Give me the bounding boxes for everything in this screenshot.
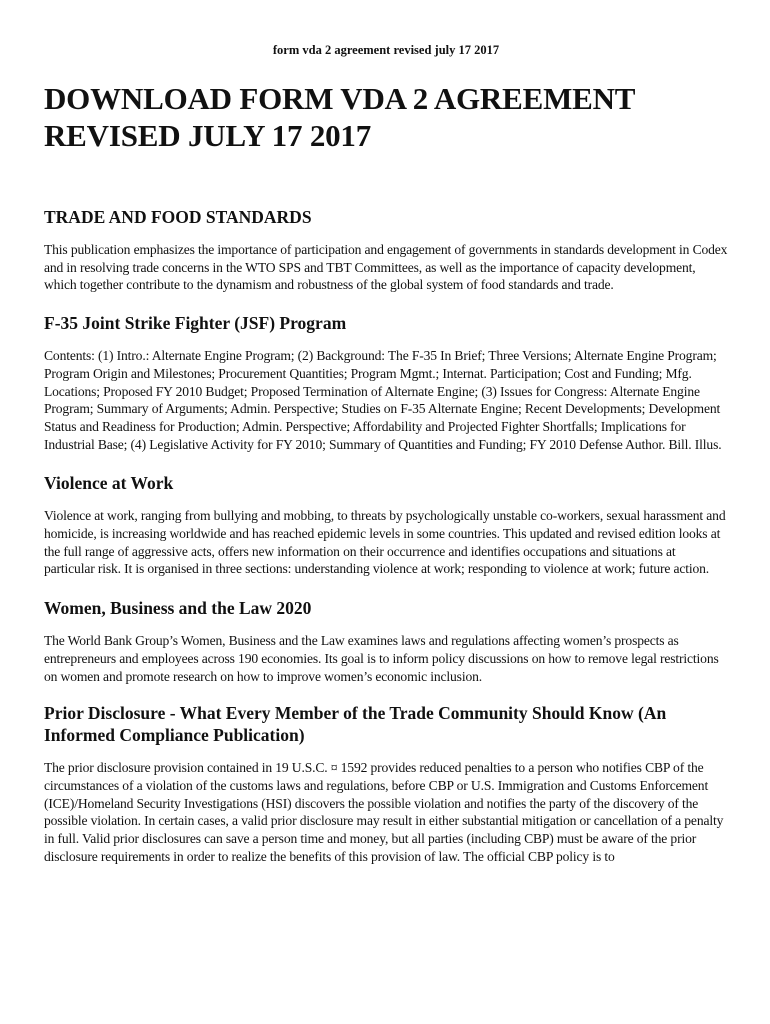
section-body: The prior disclosure provision contained in 19 U.S.C. ¤ 1592 provides reduced penalties to a person who notifies CBP of the circumstances of a violation of the customs laws and regulations, before CBP or U.S. Immigration and Customs Enforcement (ICE)/Homeland Security Investigations (HSI) discovers the possible violation and notifies the party of the discovery of the possible violation. In certain cases, a valid prior disclosure may result in either substantial mitigation or cancellation of a penalty in full. Valid prior disclosures can save a person time and money, but all parties (including CBP) must be aware of the prior disclosure requirements in order to realize the benefits of this provision of law. The official CBP policy is to [44, 760, 724, 864]
section-heading: Violence at Work [44, 473, 174, 494]
section-f35-jsf-program [44, 312, 728, 453]
document-page [44, 0, 728, 865]
section-trade-and-food-standards [44, 206, 728, 294]
section-body: The World Bank Group’s Women, Business and the Law examines laws and regulations affecting women’s prospects as entrepreneurs and employees across 190 economies. Its goal is to inform policy discussions on how to remove legal restrictions on women and promote research on how to improve women’s economic inclusion. [44, 633, 719, 684]
section-body: Violence at work, ranging from bullying and mobbing, to threats by psychologically unstable co-workers, sexual harassment and homicide, is increasing worldwide and has reached epidemic levels in some countries. This updated and revised edition looks at the full range of aggressive acts, offers new information on their occurrence and identifies occupations and situations at particular risk. It is organised in three sections: understanding violence at work; responding to violence at work; future action. [44, 508, 726, 577]
section-heading: Women, Business and the Law 2020 [44, 598, 312, 619]
section-violence-at-work [44, 472, 728, 578]
section-heading: Prior Disclosure - What Every Member of the Trade Community Should Know (An Informed Compliance Publication) [44, 703, 667, 746]
running-header: form vda 2 agreement revised july 17 2017 [272, 43, 500, 57]
section-body: Contents: (1) Intro.: Alternate Engine Program; (2) Background: The F-35 In Brief; Three Versions; Alternate Engine Program; Program Origin and Milestones; Procurement Quantities; Program Mgmt.; Internat. Participation; Cost and Funding; Mfg. Locations; Proposed FY 2010 Budget; Proposed Termination of Alternate Engine; (3) Issues for Congress: Alternate Engine Program; Summary of Arguments; Admin. Perspective; Studies on F-35 Alternate Engine; Recent Developments; Development Status and Readiness for Production; Admin. Perspective; Affordability and Projected Fighter Shortfalls; Implications for Industrial Base; (4) Legislative Activity for FY 2010; Summary of Quantities and Funding; FY 2010 Defense Author. Bill. Illus. [44, 348, 722, 452]
section-heading: F-35 Joint Strike Fighter (JSF) Program [44, 313, 347, 334]
section-prior-disclosure [44, 702, 728, 865]
section-body: This publication emphasizes the importance of participation and engagement of governments in standards development in Codex and in resolving trade concerns in the WTO SPS and TBT Committees, as well as the importance of capacity development, which together contribute to the dynamism and robustness of the global system of food standards and trade. [44, 242, 728, 293]
section-women-business-law [44, 597, 728, 685]
section-heading: TRADE AND FOOD STANDARDS [44, 207, 312, 227]
document-title: DOWNLOAD FORM VDA 2 AGREEMENT REVISED JULY 17 2017 [44, 81, 635, 153]
